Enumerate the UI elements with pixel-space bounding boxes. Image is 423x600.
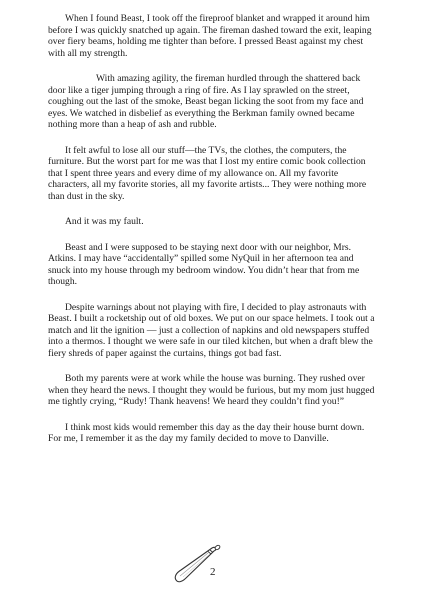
- page-footer: [0, 540, 423, 590]
- paragraph-4: And it was my fault.: [65, 216, 144, 227]
- paragraph-1: When I found Beast, I took off the fireproof blanket and wrapped it around him before I was quickly snatched up again. The fireman dashed toward the exit, leaping over fiery beams, holding me tighter than before. I pressed Beast against my chest with all my strength.: [48, 13, 372, 59]
- paragraph-3: It felt awful to lose all our stuff—the TVs, the clothes, the computers, the furniture. But the worst part for me was that I lost my entire comic book collection that I spent three years and every dime of my allowance on. All my favorite characters, all my favorite stories, all my favorite artists... They were nothing more than dust in the sky.: [48, 144, 367, 202]
- page-number: 2: [210, 566, 216, 578]
- baseball-bat-icon: [172, 540, 224, 586]
- paragraph-8: I think most kids would remember this day as the day their house burnt down. For me, I remember it as the day my family decided to move to Danville.: [48, 421, 365, 444]
- paragraph-5: Beast and I were supposed to be staying next door with our neighbor, Mrs. Atkins. I may have “accidentally” spilled some NyQuil in her afternoon tea and snuck into my house through my bedroom window. You didn’t hear that from me though.: [48, 241, 360, 287]
- paragraph-2: With amazing agility, the fireman hurdled through the shattered back door like a tiger jumping through a ring of fire. As I lay sprawled on the street, coughing out the last of the smoke, Beast began licking the soot from my face and eyes. We watched in disbelief as everything the Berkman family owned became nothing more than a heap of ash and rubble.: [48, 73, 364, 130]
- paragraph-7: Both my parents were at work while the house was burning. They rushed over when they heard the news. I thought they would be furious, but my mom just hugged me tightly crying, “Rudy! Thank heavens! We heard they couldn’t find you!”: [48, 373, 375, 407]
- paragraph-6: Despite warnings about not playing with fire, I decided to play astronauts with Beast. I built a rocketship out of old boxes. We put on our space helmets. I took out a match and lit the ignition — just a collection of napkins and old newspapers stuffed into a thermos. I thought we were safe in our tiled kitchen, but when a draft blew the fiery shreds of paper against the curtains, things got bad fast.: [48, 301, 375, 359]
